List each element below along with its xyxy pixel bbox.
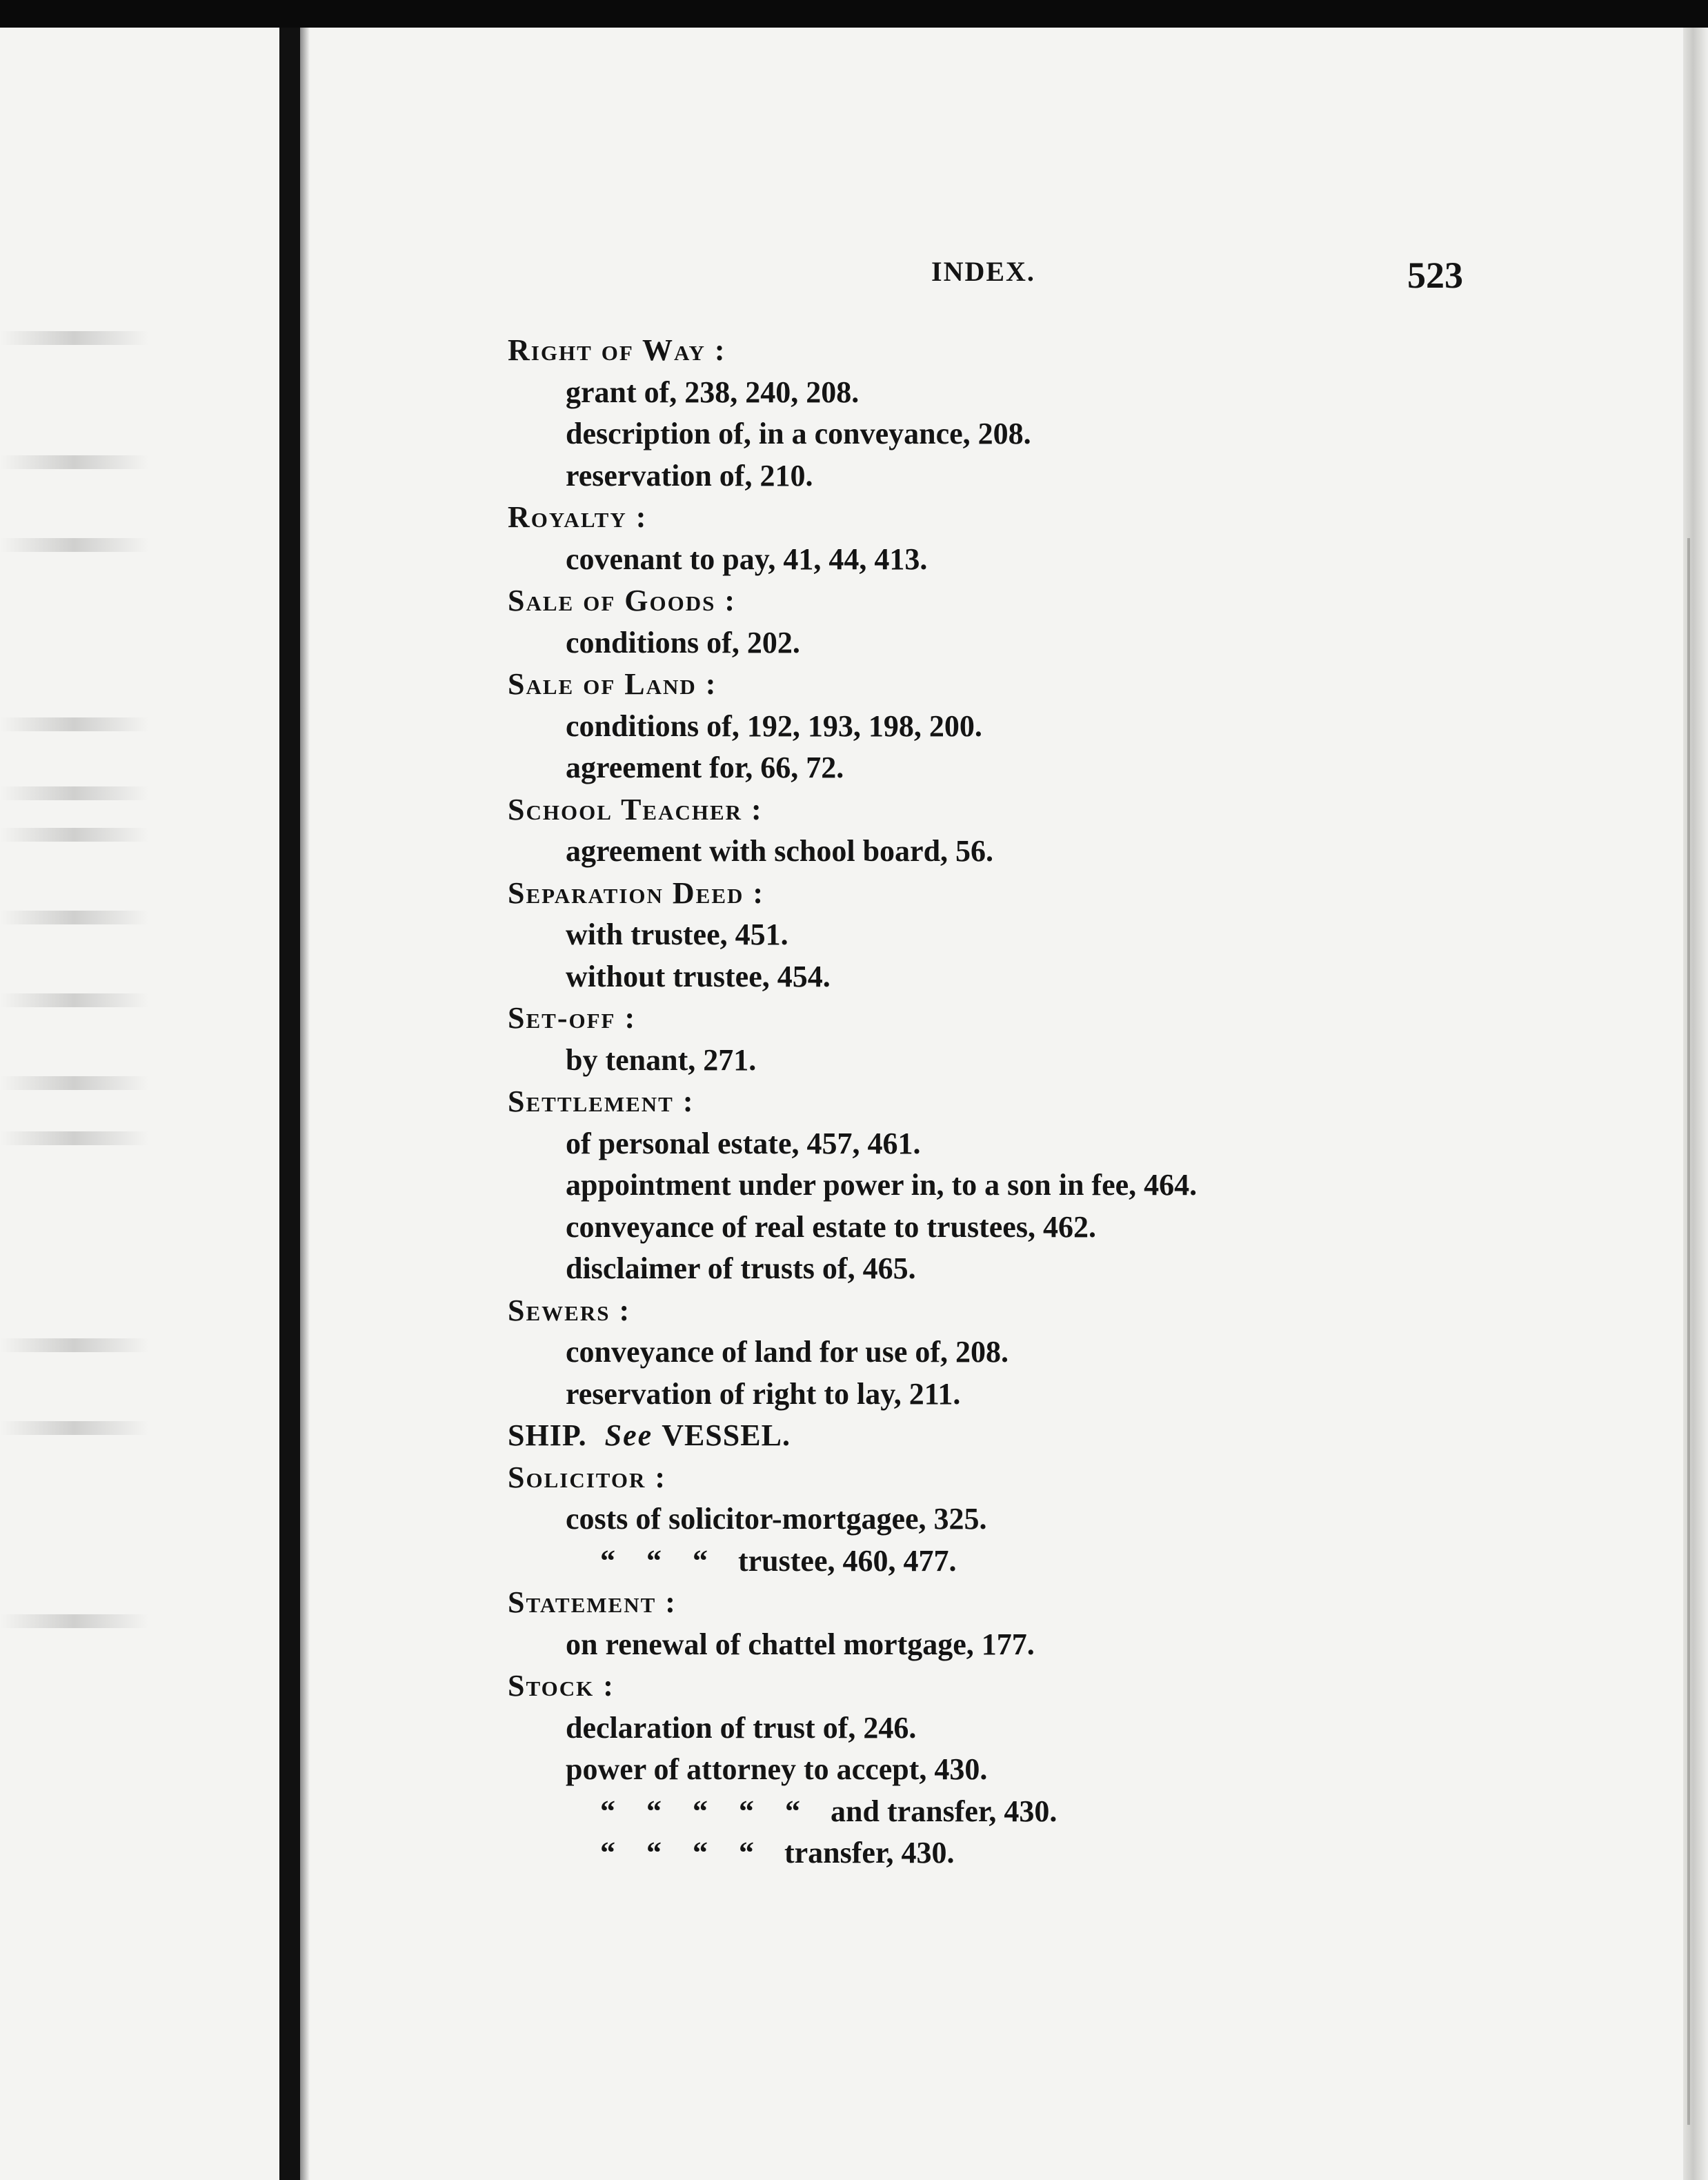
ditto-marks: “ “ “ “ “ — [600, 1794, 800, 1828]
index-heading: Set-off : — [508, 1001, 637, 1035]
ditto-marks: “ “ “ “ — [600, 1836, 754, 1870]
index-subentry: on renewal of chattel mortgage, 177. — [566, 1627, 1035, 1661]
facing-page-edge — [0, 28, 279, 2180]
index-subentry: agreement with school board, 56. — [566, 834, 994, 868]
page-number: 523 — [1407, 255, 1463, 296]
index-subentry: conveyance of real estate to trustees, 462. — [566, 1209, 1096, 1244]
index-heading: Sale of Land : — [508, 667, 717, 701]
index-subentry: disclaimer of trusts of, 465. — [566, 1251, 916, 1285]
index-heading: Sewers : — [508, 1293, 631, 1327]
index-heading: Royalty : — [508, 500, 648, 534]
index-subentry: grant of, 238, 240, 208. — [566, 375, 860, 409]
index-subentry: power of attorney to accept, 430. — [566, 1752, 988, 1786]
bleed-through-mark — [0, 1131, 148, 1145]
bleed-through-mark — [0, 331, 148, 345]
ditto-marks: “ “ “ — [600, 1543, 708, 1578]
index-subentry: with trustee, 451. — [566, 918, 788, 951]
index-subentry: description of, in a conveyance, 208. — [566, 417, 1031, 450]
index-ditto-subentry — [497, 1791, 1600, 1833]
index-heading: Right of Way : — [508, 333, 726, 367]
index-subentry: by tenant, 271. — [566, 1042, 757, 1077]
bleed-through-mark — [0, 911, 148, 924]
index-heading: Sale of Goods : — [508, 584, 736, 617]
ditto-subentry-text: and transfer, 430. — [831, 1794, 1057, 1828]
bleed-through-mark — [0, 828, 148, 842]
see-reference: See — [604, 1418, 653, 1452]
bleed-through-mark — [0, 786, 148, 800]
bleed-through-mark — [0, 1338, 148, 1352]
index-subentry: of personal estate, 457, 461. — [566, 1126, 921, 1160]
bleed-through-mark — [0, 993, 148, 1007]
index-subentry: reservation of, 210. — [566, 458, 813, 493]
bleed-through-mark — [0, 1076, 148, 1090]
ditto-subentry-text: trustee, 460, 477. — [738, 1543, 957, 1578]
index-ditto-subentry — [497, 1832, 1600, 1874]
book-spine-gutter — [279, 28, 300, 2180]
bleed-through-mark — [0, 717, 148, 731]
index-subentry: without trustee, 454. — [566, 959, 831, 993]
index-subentry: conveyance of land for use of, 208. — [566, 1335, 1009, 1369]
bleed-through-mark — [0, 538, 148, 552]
index-heading: Solicitor : — [508, 1460, 667, 1494]
bleed-through-mark — [0, 1421, 148, 1435]
index-subentry: agreement for, 66, 72. — [566, 751, 844, 784]
index-subentry: covenant to pay, 41, 44, 413. — [566, 542, 928, 576]
index-subentry: reservation of right to lay, 211. — [566, 1376, 961, 1411]
page-edge-line — [1687, 538, 1690, 2125]
ditto-subentry-text: transfer, 430. — [784, 1836, 955, 1870]
index-cross-reference — [497, 1415, 1600, 1457]
xref-target: VESSEL. — [662, 1418, 791, 1452]
bleed-through-mark — [0, 455, 148, 469]
index-ditto-subentry — [497, 1540, 1600, 1583]
index-subentry: conditions of, 192, 193, 198, 200. — [566, 708, 982, 743]
xref-heading: SHIP. — [508, 1418, 587, 1452]
index-subentry: declaration of trust of, 246. — [566, 1710, 917, 1745]
gutter-shadow — [300, 28, 310, 2180]
index-heading: Separation Deed : — [508, 875, 765, 910]
index-subentry: appointment under power in, to a son in fee, 464. — [566, 1168, 1198, 1202]
index-subentry: costs of solicitor-mortgagee, 325. — [566, 1502, 987, 1536]
index-heading: Statement : — [508, 1585, 677, 1619]
index-subentry: conditions of, 202. — [566, 625, 800, 660]
index-heading: Settlement : — [508, 1084, 695, 1118]
bleed-through-mark — [0, 1614, 148, 1628]
index-entry-list — [497, 330, 1600, 1874]
running-head: INDEX. — [931, 256, 1035, 287]
scan-top-border — [0, 0, 1708, 28]
index-heading: School Teacher : — [508, 792, 763, 826]
index-heading: Stock : — [508, 1669, 615, 1703]
